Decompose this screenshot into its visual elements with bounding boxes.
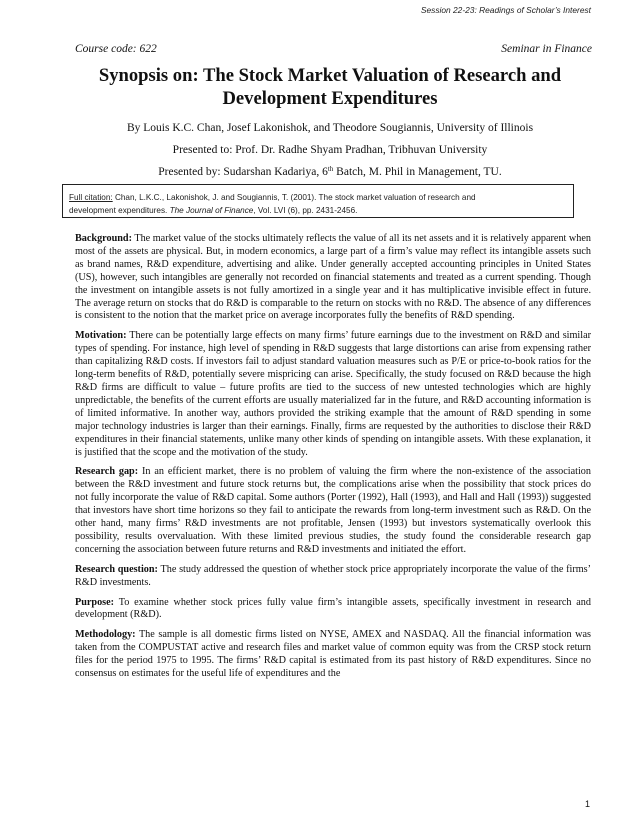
authors-line: By Louis K.C. Chan, Josef Lakonishok, and Theodore Sougiannis, University of Illinois (126, 122, 534, 134)
citation-text-3: , Vol. LVI (6), pp. 2431-2456. (253, 206, 358, 215)
section-purpose (75, 597, 591, 623)
section-heading: Methodology: (75, 629, 136, 641)
citation-text-2: development expenditures. (69, 206, 170, 215)
section-heading: Research question: (75, 563, 158, 575)
document-body (75, 233, 591, 688)
citation-box (62, 184, 574, 218)
section-text: The market value of the stocks ultimately reflects the value of all its net assets and it is relatively apparent when most of the assets are physical. But, in modern economics, a large part of a firm’s value may reflect its intangible assets such as brand names, R&D expenditure, advertising and alike. Under generally accepted accounting principles in United States (US), however, such intangibles are generally not recorded on financial statements and treated as a current spending. Though the investment on intangible assets is not fully amortized in a single year and it has multiplicative invisible effect in future. The average return on stocks that do R&D is comparable to the return on stocks with no R&D. The absence of any differences is consistent to the notion that the market price on average incorporates fully the benefits of R&D spending. (75, 233, 591, 322)
section-motivation (75, 330, 591, 459)
presented-by-prefix: Presented by: Sudarshan Kadariya, 6 (158, 166, 328, 178)
section-background (75, 233, 591, 323)
course-code: Course code: 622 (75, 43, 157, 55)
citation-label: Full citation: (69, 193, 113, 202)
citation-text-1: Chan, L.K.C., Lakonishok, J. and Sougiannis, T. (2001). The stock market valuation of research and (112, 193, 476, 202)
section-research-question (75, 564, 591, 590)
section-text: The study addressed the question of whether stock price appropriately incorporate the value of the firms’ R&D investments. (75, 563, 591, 588)
presented-to-line: Presented to: Prof. Dr. Radhe Shyam Pradhan, Tribhuvan University (172, 144, 488, 156)
page-number: 1 (584, 799, 590, 809)
section-research-gap (75, 466, 591, 556)
section-heading: Purpose: (75, 596, 115, 608)
session-header: Session 22-23: Readings of Scholar’s Interest (420, 5, 591, 15)
citation-journal: The Journal of Finance (169, 206, 254, 215)
citation-line-1 (69, 191, 567, 204)
section-text: There can be potentially large effects on many firms’ future earnings due to the investment on R&D and similar types of spending. For instance, high level of spending in R&D suggests that large distortions can arise from expensing rather than capitalizing R&D costs. If investors fail to adjust standard valuation measures such as P/E or price-to-book ratios for the long-term benefits of R&D, potentially severe mispricing can arise. Specifically, the study focused on R&D because the high R&D firms are difficult to value – future profits are tied to the success of new untested technologies which are highly unpredictable, the benefits of the current efforts are usually materialized far in the future, and R&D accounting information is of limited informative. In another way, authors provided the striking example that the amount of R&D spending in some major technology industries is larger than their earnings. Finally, firms are requested by the authorities to disclose their R&D expenditures in their financial statements, unlike many other kinds of spending on intangible assets. With these explanation, it is justified that the scope and the motivation of the study. (75, 330, 591, 458)
section-text: The sample is all domestic firms listed on NYSE, AMEX and NASDAQ. All the financial information was taken from the COMPUSTAT active and research files and market value of common equity was from the CRSP stock return files for the period 1975 to 1995. The firms’ R&D capital is estimated from its past history of R&D expenditures. Since no consensus on estimates for the useful life of expenditures and the (75, 629, 591, 680)
section-heading: Background: (75, 233, 132, 244)
seminar-label: Seminar in Finance (501, 43, 592, 55)
section-methodology (75, 629, 591, 681)
presented-by-line (60, 165, 600, 179)
section-text: In an efficient market, there is no problem of valuing the firm where the non-existence of the association between the R&D investment and future stock returns but, the complications arise when the possibility that stock prices do not fully incorporate the value of R&D capital. Some authors (Porter (1992), Hall (1993), and Hall and Hall (1993)) suggested that investors have short time horizons so they fail to anticipate the rewards from long-term investment such as R&D. On the other hand, many firms’ R&D investments are not profitable, Jensen (1993) but investors systematically overlook this possibility, results overvaluation. With these limited previous studies, the study found the considerable research gap concerning the association between future returns and R&D investments and initiated the effort. (75, 466, 591, 555)
presented-by-suffix: Batch, M. Phil in Management, TU. (333, 166, 502, 178)
section-heading: Motivation: (75, 330, 127, 342)
presented-by-sup: th (327, 165, 334, 173)
citation-line-2 (69, 204, 567, 217)
section-text: To examine whether stock prices fully value firm’s intangible assets, specifically investment in research and development (R&D). (75, 596, 591, 621)
page-title: Synopsis on: The Stock Market Valuation of Research and Development Expenditures (98, 65, 562, 109)
section-heading: Research gap: (75, 466, 139, 478)
